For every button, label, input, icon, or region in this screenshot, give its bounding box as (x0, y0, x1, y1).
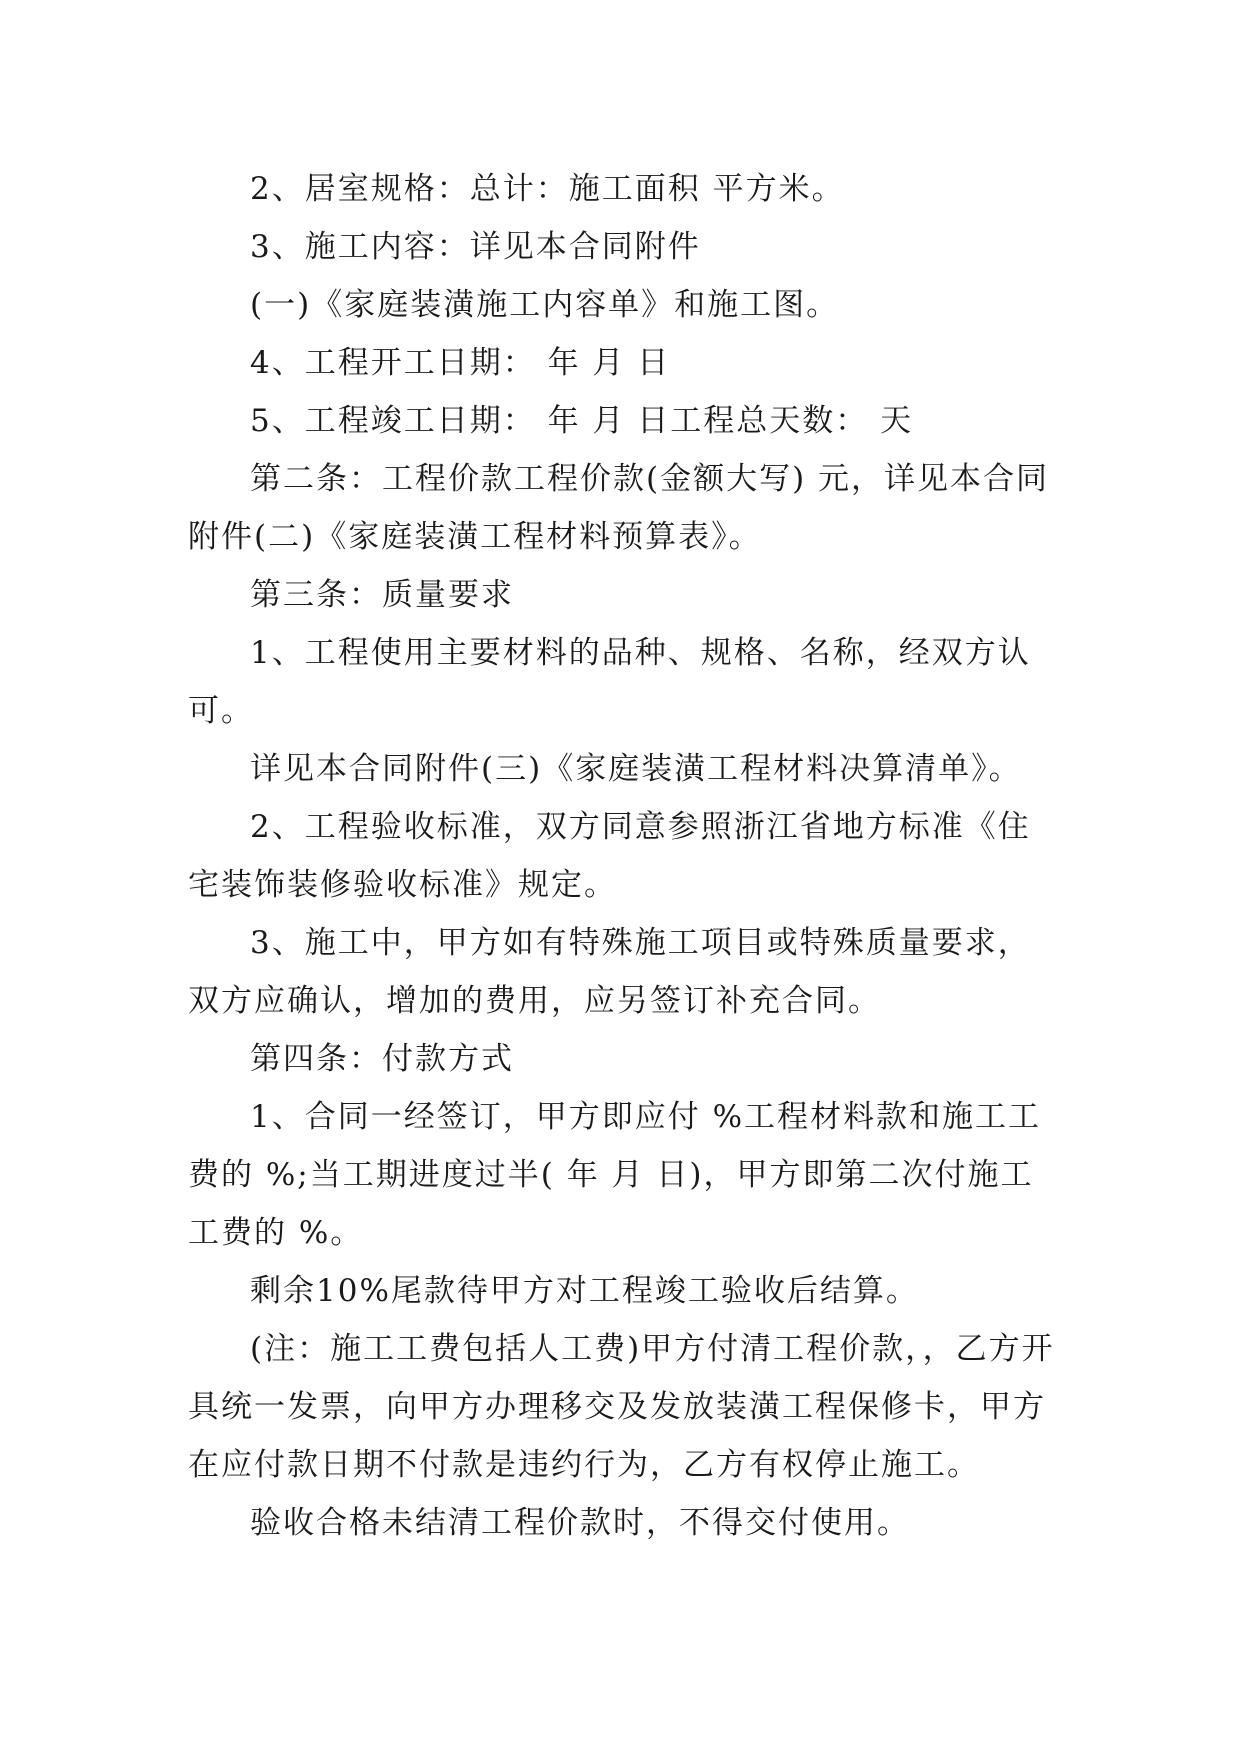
paragraph-payment-note: (注：施工工费包括人工费)甲方付清工程价款，，乙方开具统一发票，向甲方办理移交及发放装潢工程保修卡，甲方在应付款日期不付款是违约行为，乙方有权停止施工。 (188, 1331, 1055, 1483)
paragraph-acceptance-standard: 2、工程验收标准，双方同意参照浙江省地方标准《住宅装饰装修验收标准》规定。 (188, 809, 1031, 903)
paragraph-payment-schedule: 1、合同一经签订，甲方即应付 %工程材料款和施工工费的 %;当工期进度过半( 年 月 日)，甲方即第二次付施工工费的 %。 (188, 1099, 1042, 1251)
paragraph-article-three-heading: 第三条：质量要求 (250, 577, 514, 613)
document-body (188, 160, 1058, 1552)
paragraph-final-clause: 验收合格未结清工程价款时，不得交付使用。 (250, 1505, 910, 1541)
paragraph-special-requirements: 3、施工中，甲方如有特殊施工项目或特殊质量要求，双方应确认，增加的费用，应另签订补充合同。 (188, 925, 1031, 1019)
paragraph-start-date: 4、工程开工日期： 年 月 日 (250, 345, 671, 381)
paragraph-attachment-three: 详见本合同附件(三)《家庭装潢工程材料决算清单》。 (250, 751, 1022, 787)
paragraph-article-four-heading: 第四条：付款方式 (250, 1041, 514, 1077)
paragraph-completion-date: 5、工程竣工日期： 年 月 日工程总天数： 天 (250, 403, 914, 439)
paragraph-construction-content: 3、施工内容：详见本合同附件 (250, 229, 701, 265)
paragraph-attachment-one: (一)《家庭装潢施工内容单》和施工图。 (250, 287, 840, 323)
paragraph-remaining-balance: 剩余10%尾款待甲方对工程竣工验收后结算。 (250, 1273, 919, 1309)
paragraph-article-two-price: 第二条：工程价款工程价款(金额大写) 元，详见本合同附件(二)《家庭装潢工程材料预算表》。 (188, 461, 1050, 555)
paragraph-room-spec: 2、居室规格：总计：施工面积 平方米。 (250, 171, 845, 207)
paragraph-materials: 1、工程使用主要材料的品种、规格、名称，经双方认可。 (188, 635, 1031, 729)
